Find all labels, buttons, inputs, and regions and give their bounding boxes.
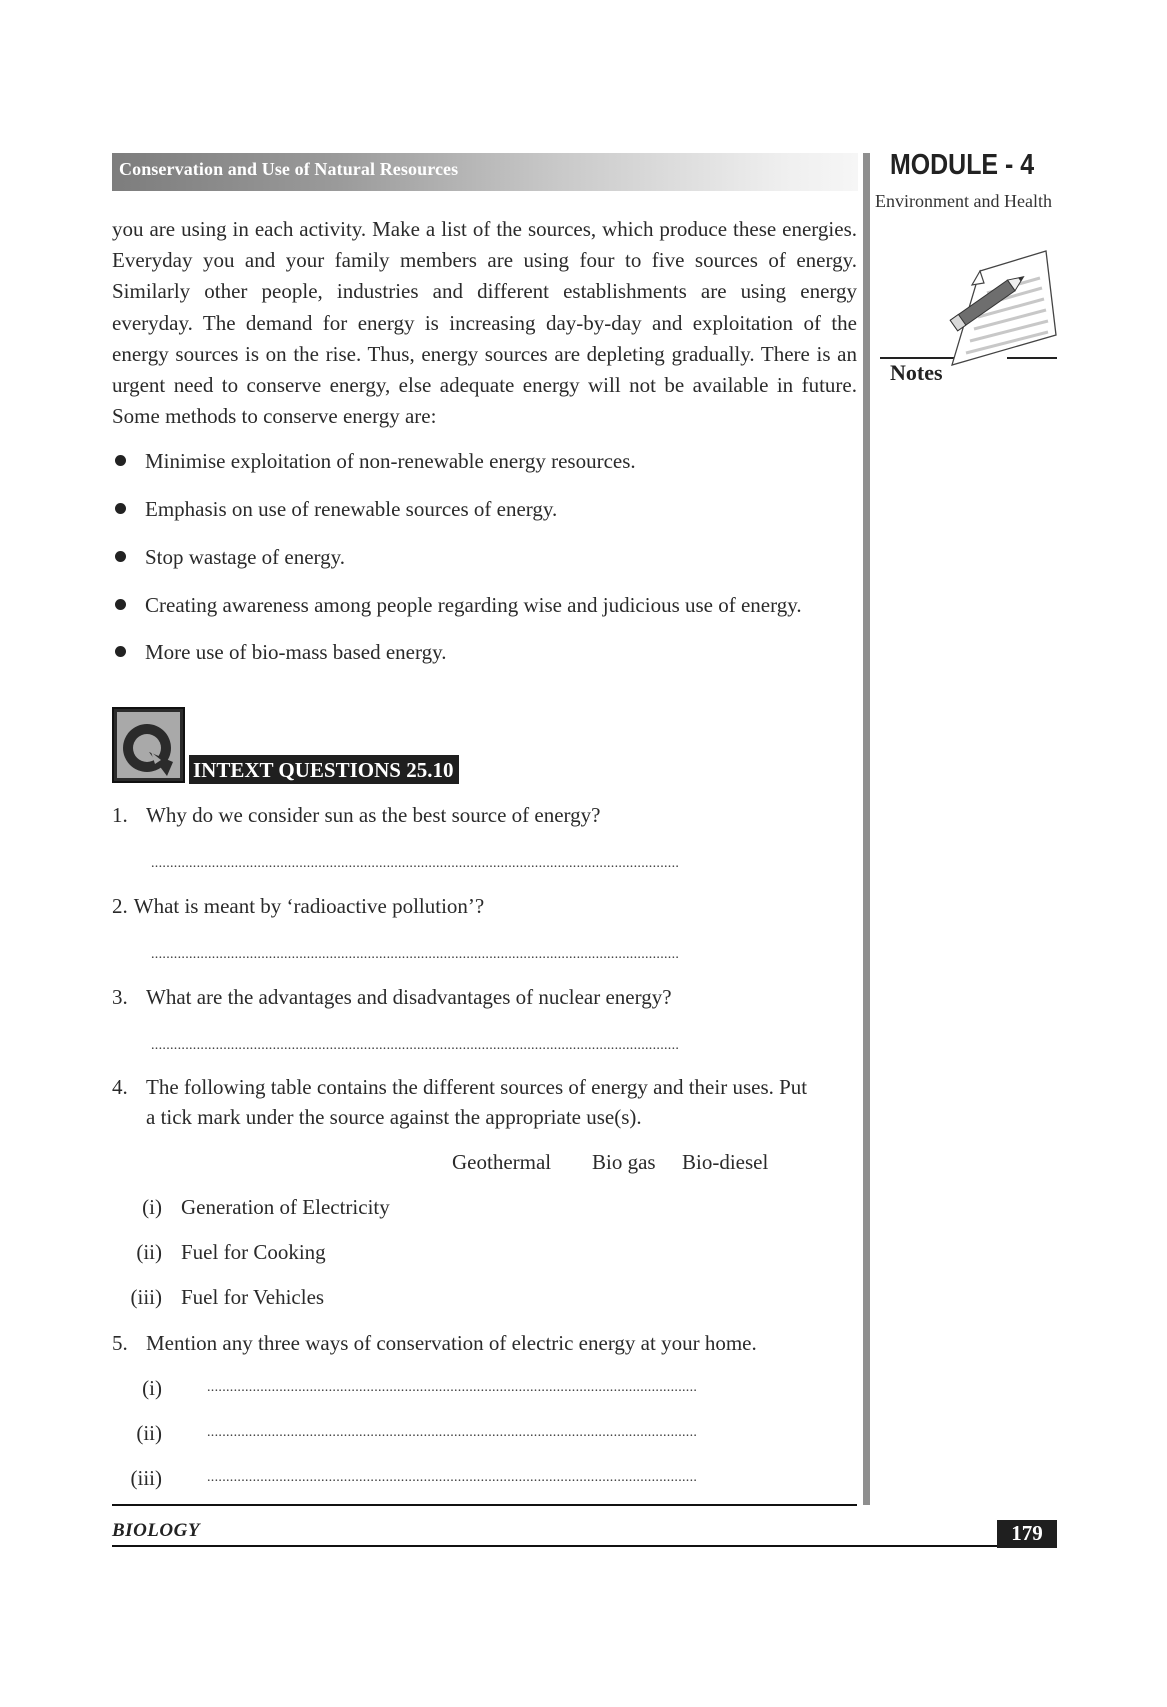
- module-subtitle: Environment and Health: [875, 191, 1052, 211]
- q5-answer-line-2[interactable]: .................................................................................................................................: [207, 1425, 698, 1440]
- question-4: 4. The following table contains the different sources of energy and their uses. Put: [112, 1075, 808, 1099]
- table-row: (i) Generation of Electricity: [142, 1195, 390, 1219]
- bullet-icon: [115, 455, 126, 466]
- bullet-icon: [115, 599, 126, 610]
- q5-answer-line-3[interactable]: .................................................................................................................................: [207, 1470, 698, 1485]
- q5-answer-item: (iii): [130, 1466, 162, 1490]
- module-title: MODULE - 4: [890, 149, 1035, 181]
- q5-answer-line-1[interactable]: .................................................................................................................................: [207, 1380, 698, 1395]
- question-3: 3. What are the advantages and disadvantages of nuclear energy?: [112, 985, 672, 1009]
- answer-line-3[interactable]: ...........................................................................................................................................: [151, 1038, 680, 1053]
- question-4-continued: a tick mark under the source against the appropriate use(s).: [146, 1105, 642, 1129]
- question-2: 2. What is meant by ‘radioactive pollution’?: [112, 894, 485, 918]
- body-paragraph: you are using in each activity. Make a list of the sources, which produce these energies. Everyday you and your family members are using four to five sources of energy. Similarly other people, industries and different establishments are using energy everyday. The demand for energy is increasing day-by-day and exploitation of the energy sources is on the rise. Thus, energy sources are depleting gradually. There is an urgent need to conserve energy, else adequate energy will not be available in future. Some methods to conserve energy are:: [112, 217, 857, 429]
- bullet-item: Emphasis on use of renewable sources of energy.: [112, 497, 557, 522]
- margin-divider: [863, 153, 870, 1505]
- column-geothermal: Geothermal: [452, 1150, 552, 1174]
- question-1: 1. Why do we consider sun as the best source of energy?: [112, 803, 601, 827]
- content-bottom-rule: [112, 1504, 857, 1506]
- page-number: 179: [997, 1520, 1057, 1548]
- question-q-icon: [112, 707, 185, 783]
- q5-answer-item: (i): [142, 1376, 162, 1400]
- notepad-pencil-icon: [942, 243, 1062, 373]
- chapter-title: Conservation and Use of Natural Resources: [119, 159, 459, 179]
- chapter-header-band: [112, 153, 858, 191]
- answer-line-2[interactable]: ...........................................................................................................................................: [151, 947, 680, 962]
- question-5: 5. Mention any three ways of conservation of electric energy at your home.: [112, 1331, 757, 1355]
- footer-rule: [112, 1545, 999, 1547]
- bullet-icon: [115, 646, 126, 657]
- answer-line-1[interactable]: ...........................................................................................................................................: [151, 856, 680, 871]
- bullet-item: Minimise exploitation of non-renewable energy resources.: [112, 449, 636, 474]
- bullet-item: Stop wastage of energy.: [112, 545, 345, 570]
- table-row: (ii) Fuel for Cooking: [136, 1240, 326, 1264]
- bullet-icon: [115, 503, 126, 514]
- column-bio-gas: Bio gas: [592, 1150, 656, 1174]
- notes-label: Notes: [890, 360, 943, 385]
- bullet-icon: [115, 551, 126, 562]
- bullet-item: Creating awareness among people regarding wise and judicious use of energy.: [112, 593, 802, 618]
- q5-answer-item: (ii): [136, 1421, 162, 1445]
- footer-subject: BIOLOGY: [112, 1520, 200, 1541]
- column-bio-diesel: Bio-diesel: [682, 1150, 769, 1174]
- table-row: (iii) Fuel for Vehicles: [130, 1285, 325, 1309]
- intext-questions-title: INTEXT QUESTIONS 25.10: [189, 755, 459, 784]
- bullet-item: More use of bio-mass based energy.: [112, 640, 447, 665]
